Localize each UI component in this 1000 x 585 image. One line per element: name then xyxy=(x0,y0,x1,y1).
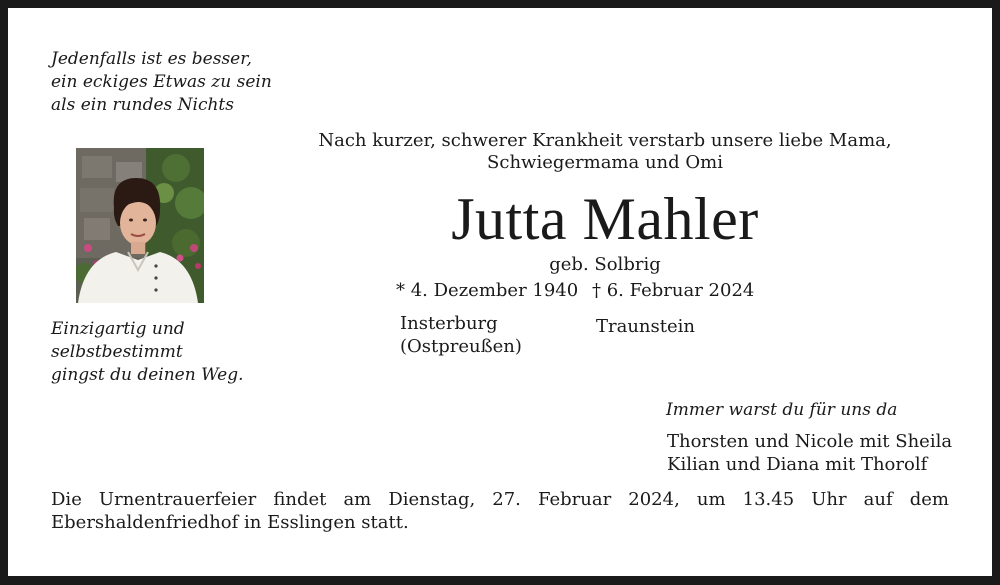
mourner-line: Kilian und Diana mit Thorolf xyxy=(667,454,928,475)
quote-bottom xyxy=(51,318,244,387)
deceased-name: Jutta Mahler xyxy=(451,186,759,252)
birth-place-line: Insterburg xyxy=(400,313,498,334)
quote-top xyxy=(51,48,272,117)
family-motto: Immer warst du für uns da xyxy=(666,400,898,420)
quote-top-line: als ein rundes Nichts xyxy=(51,95,234,115)
death-date: † 6. Februar 2024 xyxy=(592,280,755,301)
obituary-card xyxy=(8,8,992,576)
portrait-photo xyxy=(76,148,204,303)
quote-bottom-line: selbstbestimmt xyxy=(51,342,183,362)
birth-place xyxy=(400,312,522,358)
mourners-list xyxy=(667,430,952,476)
birth-name: geb. Solbrig xyxy=(549,254,661,275)
birth-place-line: (Ostpreußen) xyxy=(400,336,522,357)
service-line: Ebershaldenfriedhof in Esslingen statt. xyxy=(51,512,409,533)
quote-top-line: ein eckiges Etwas zu sein xyxy=(51,72,272,92)
funeral-service-notice xyxy=(51,488,949,534)
announcement-line: Nach kurzer, schwerer Krankheit verstarb unsere liebe Mama, xyxy=(318,130,892,151)
announcement-text xyxy=(270,130,940,174)
announcement-line: Schwiegermama und Omi xyxy=(487,152,723,173)
birth-date: * 4. Dezember 1940 xyxy=(396,280,579,301)
quote-top-line: Jedenfalls ist es besser, xyxy=(51,49,252,69)
death-place: Traunstein xyxy=(596,316,695,337)
mourner-line: Thorsten und Nicole mit Sheila xyxy=(667,431,953,452)
quote-bottom-line: gingst du deinen Weg. xyxy=(51,365,244,385)
service-line: Die Urnentrauerfeier findet am Dienstag, 27. Februar 2024, um 13.45 Uhr auf dem xyxy=(51,489,949,510)
quote-bottom-line: Einzigartig und xyxy=(51,319,185,339)
